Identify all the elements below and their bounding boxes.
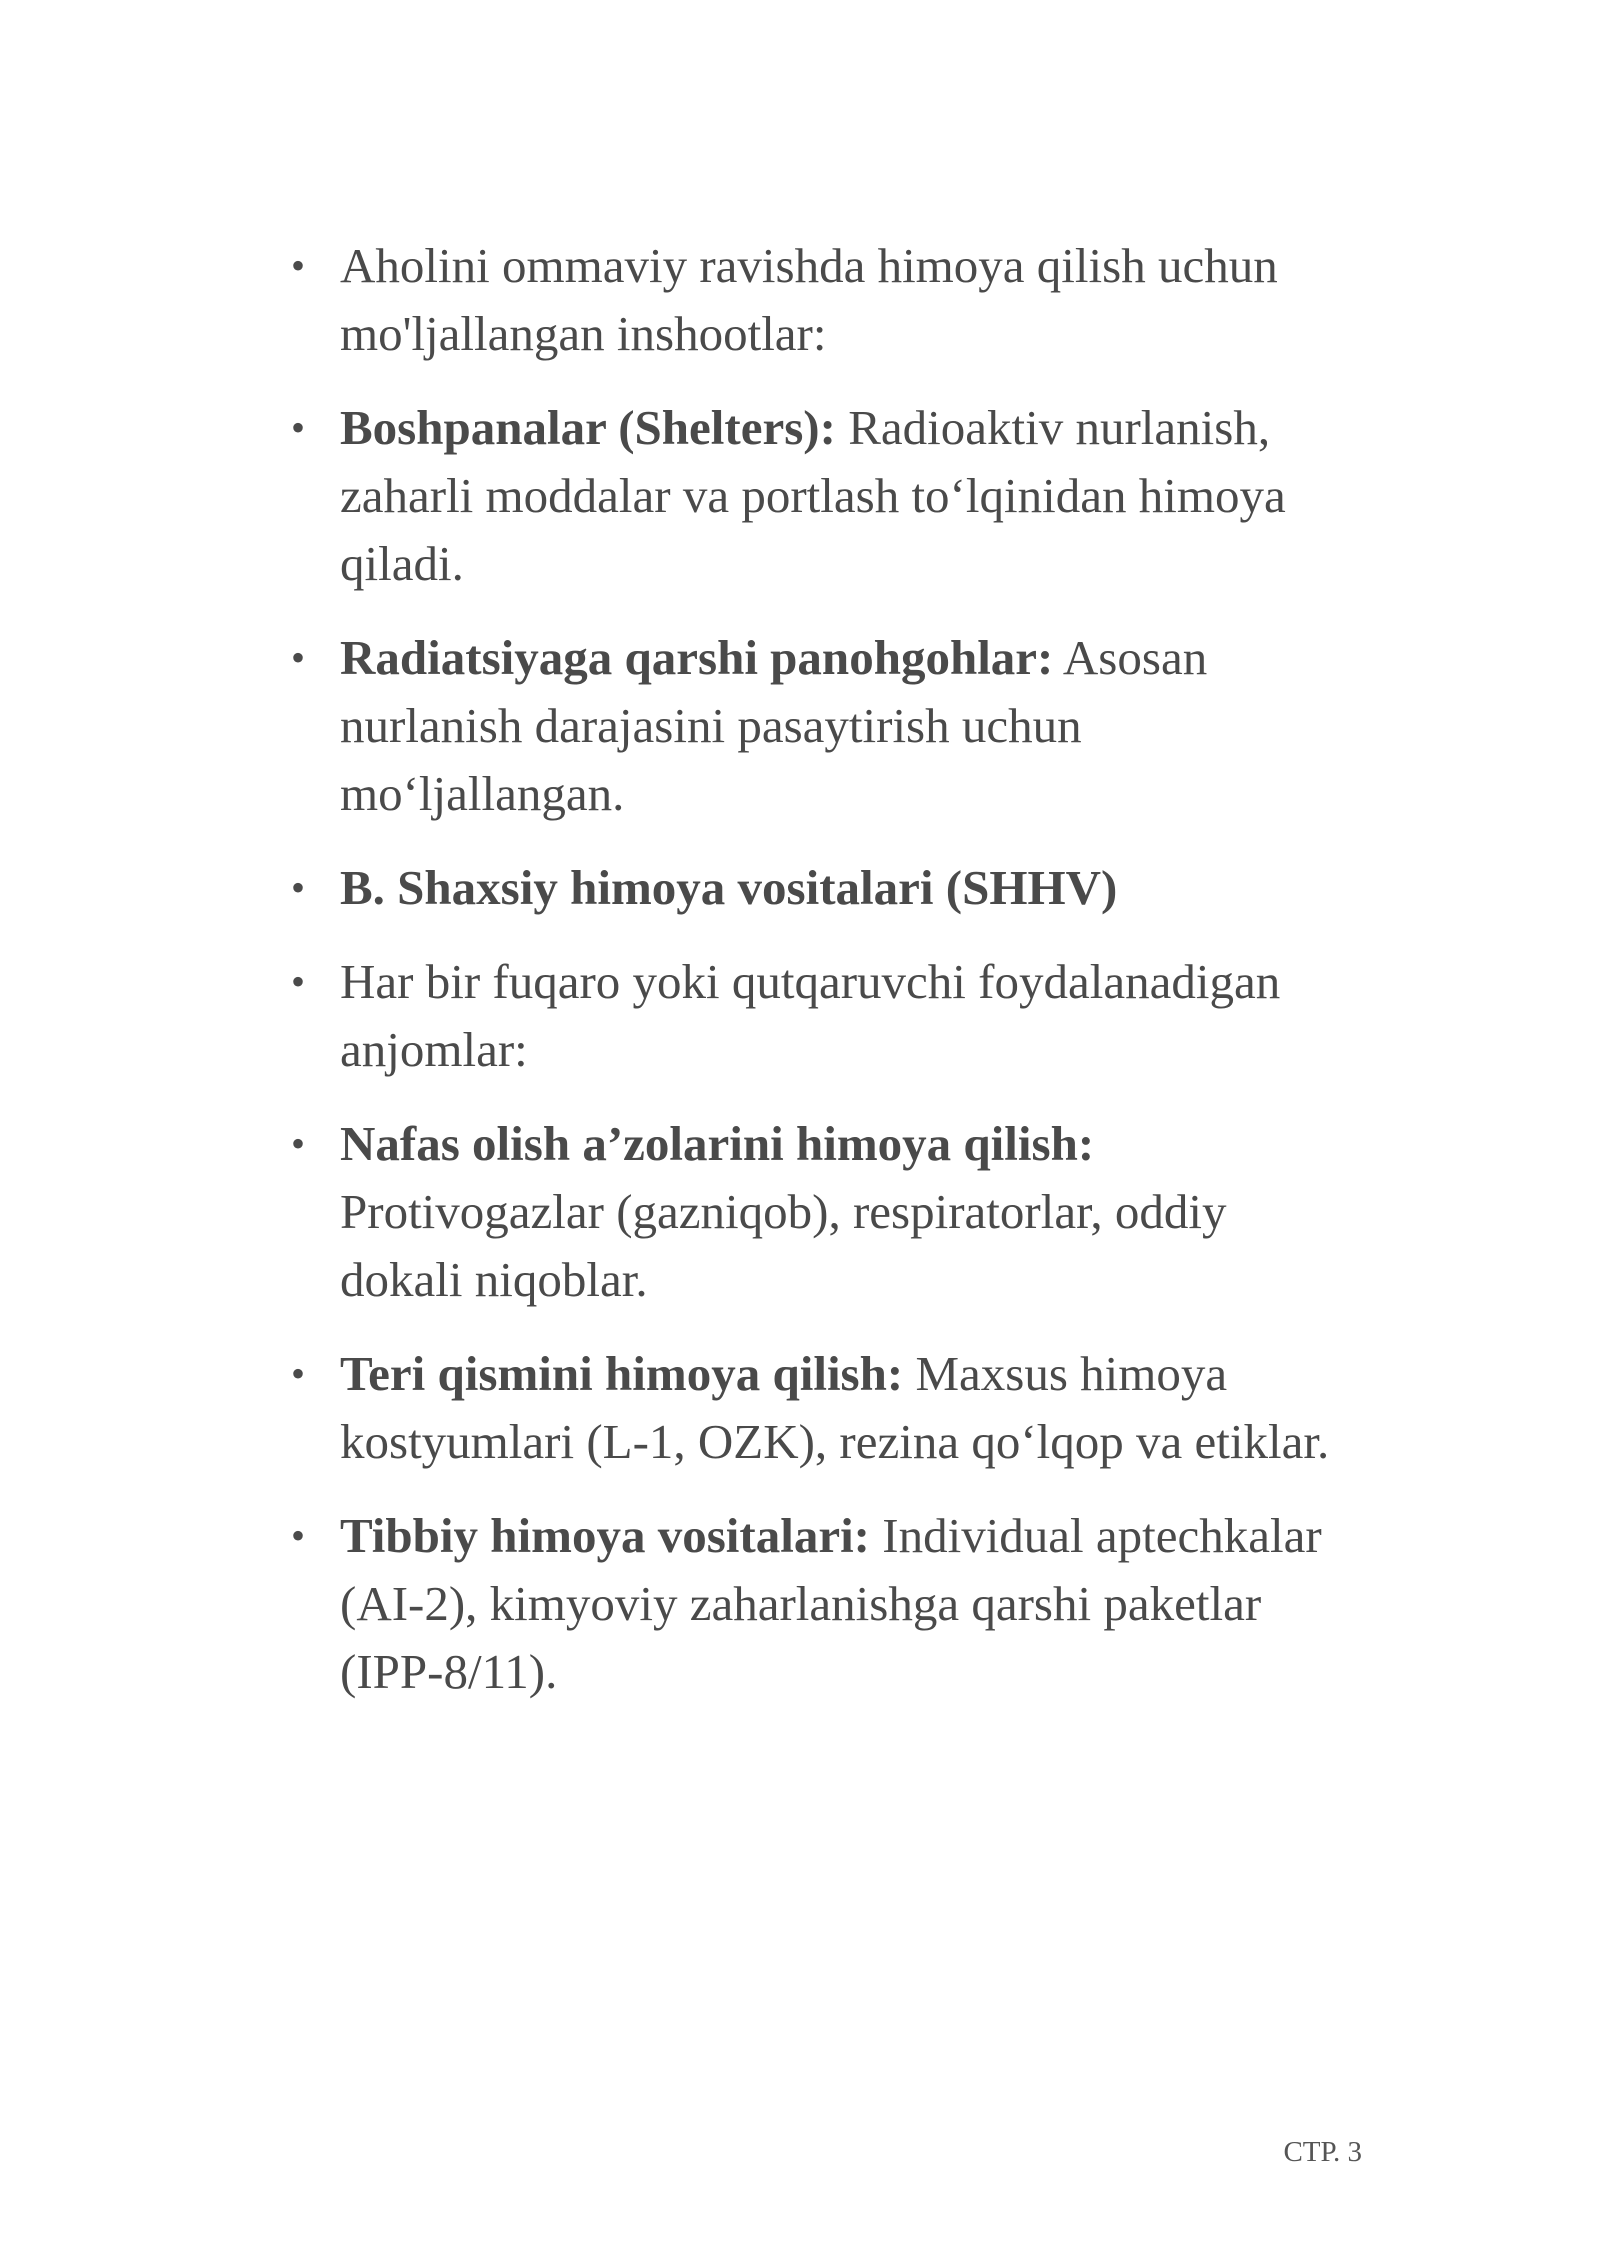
bullet-icon: • (291, 959, 306, 1004)
list-item (285, 232, 1345, 368)
bullet-icon: • (291, 1513, 306, 1558)
item-bold-label: B. Shaxsiy himoya vositalari (SHHV) (340, 860, 1118, 915)
list-item (285, 624, 1345, 828)
item-bold-label: Nafas olish a’zolarini himoya qilish: (340, 1116, 1095, 1171)
item-bold-label: Boshpanalar (Shelters): (340, 400, 836, 455)
item-text: Individual aptechkalar (AI-2), kimyoviy zaharlanishga qarshi paketlar (IPP-8/11). (340, 1508, 1322, 1699)
item-text: Har bir fuqaro yoki qutqaruvchi foydalanadigan anjomlar: (340, 954, 1281, 1077)
page-number: СТР. 3 (1283, 2136, 1362, 2168)
item-text: Asosan nurlanish darajasini pasaytirish uchun mo‘ljallangan. (340, 630, 1208, 821)
bullet-icon: • (291, 865, 306, 910)
bullet-icon: • (291, 635, 306, 680)
item-bold-label: Radiatsiyaga qarshi panohgohlar: (340, 630, 1054, 685)
list-item (285, 394, 1345, 598)
bullet-list (285, 232, 1345, 1732)
item-bold-label: Teri qismini himoya qilish: (340, 1346, 904, 1401)
bullet-icon: • (291, 1121, 306, 1166)
item-bold-label: Tibbiy himoya vositalari: (340, 1508, 871, 1563)
list-item (285, 948, 1345, 1084)
item-text: Maxsus himoya kostyumlari (L-1, OZK), rezina qo‘lqop va etiklar. (340, 1346, 1330, 1469)
bullet-icon: • (291, 243, 306, 288)
item-text: Protivogazlar (gazniqob), respiratorlar, oddiy dokali niqoblar. (340, 1184, 1227, 1307)
item-text: Aholini ommaviy ravishda himoya qilish uchun mo'ljallangan inshootlar: (340, 238, 1278, 361)
list-item (285, 1110, 1345, 1314)
list-item (285, 1502, 1345, 1706)
item-text: Radioaktiv nurlanish, zaharli moddalar va portlash to‘lqinidan himoya qiladi. (340, 400, 1286, 591)
bullet-icon: • (291, 1351, 306, 1396)
bullet-icon: • (291, 405, 306, 450)
list-item (285, 1340, 1345, 1476)
list-item (285, 854, 1345, 922)
